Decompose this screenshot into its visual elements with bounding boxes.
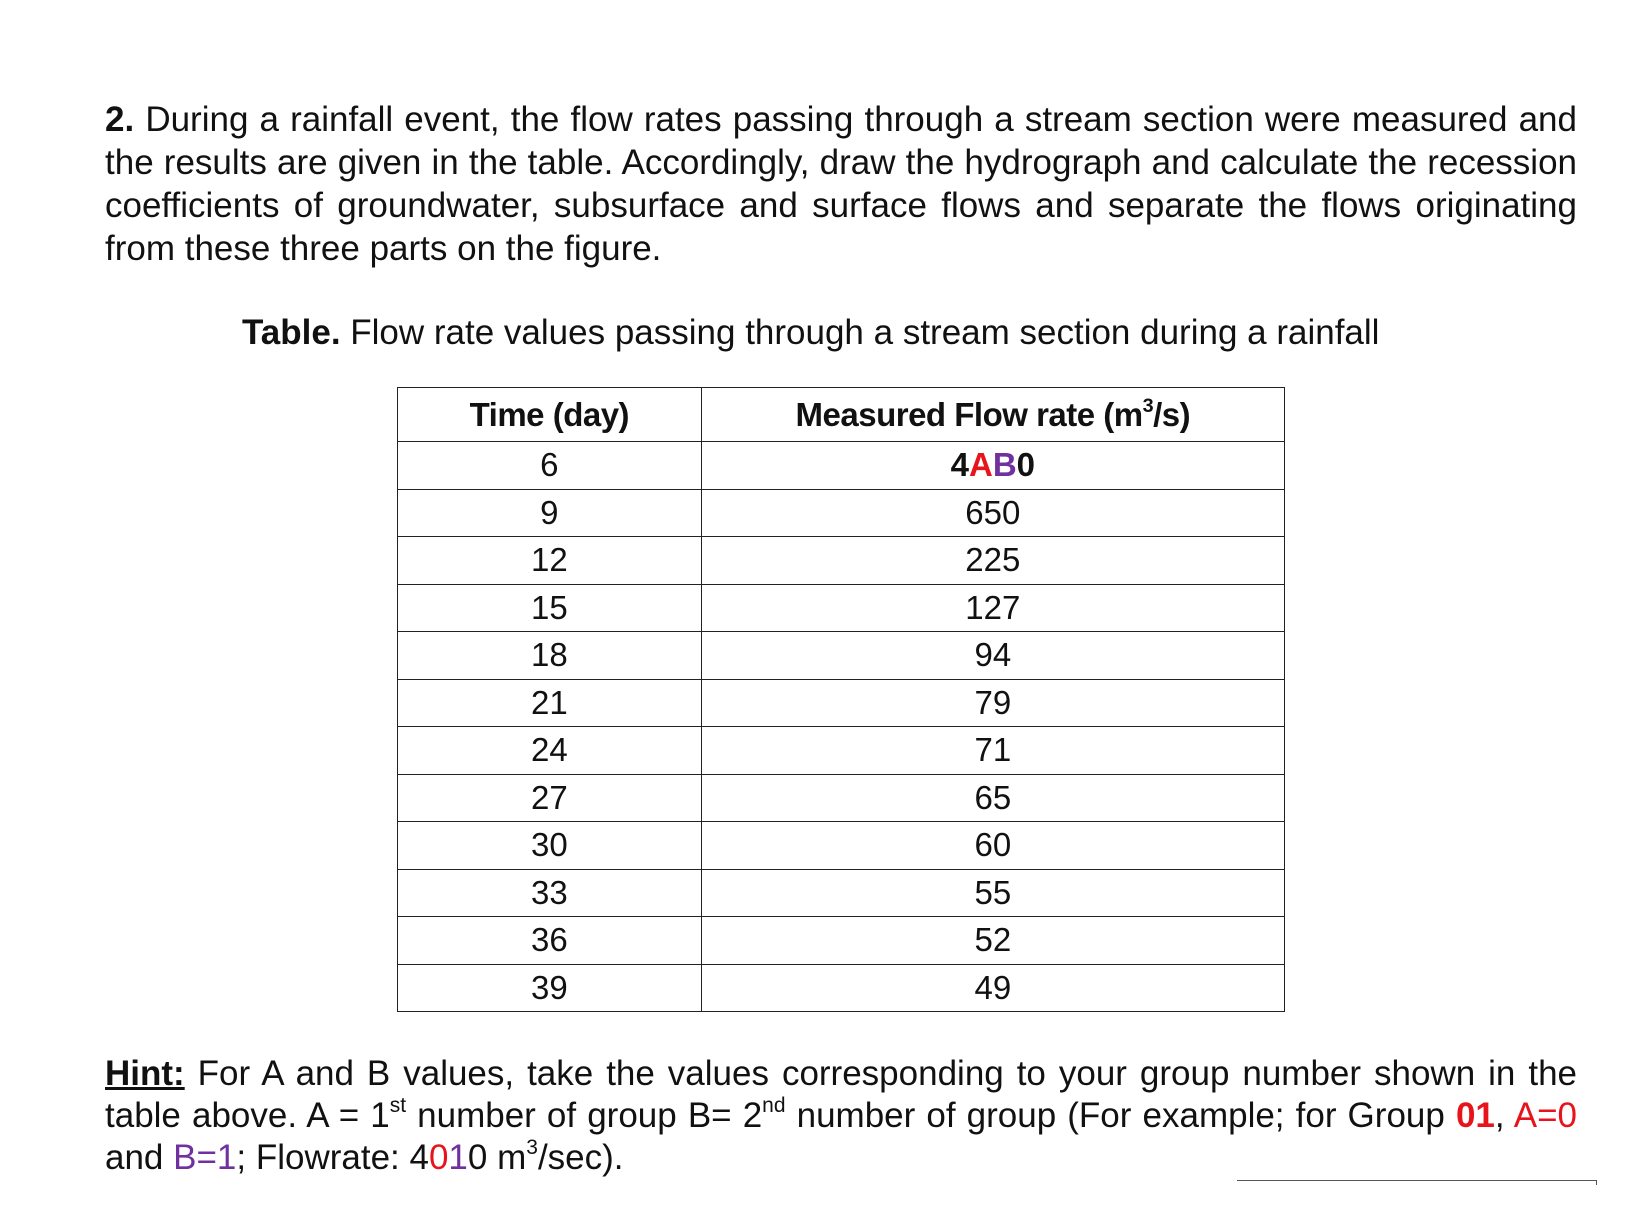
flow-digit: 0: [1016, 446, 1036, 484]
flow-cell: 71: [701, 727, 1284, 775]
time-cell: 39: [398, 964, 702, 1012]
table-row: [398, 964, 1285, 1012]
time-cell: 9: [398, 489, 702, 537]
hint-label: Hint:: [105, 1054, 185, 1093]
time-cell: 15: [398, 584, 702, 632]
time-cell: 18: [398, 632, 702, 680]
table-row: [398, 537, 1285, 585]
flow-rate-table: [397, 387, 1285, 1012]
flow-cell: 49: [701, 964, 1284, 1012]
flowrate-a-digit: 0: [428, 1138, 449, 1177]
example-group-number: 01: [1455, 1096, 1495, 1135]
time-cell: 21: [398, 679, 702, 727]
flow-cell: 94: [701, 632, 1284, 680]
flowrate-b-digit: 1: [448, 1138, 468, 1177]
table-row: [398, 632, 1285, 680]
table-row: [398, 679, 1285, 727]
caption-label: Table.: [242, 313, 341, 352]
footer-rule-line: [1237, 1180, 1597, 1181]
flow-cell: 225: [701, 537, 1284, 585]
question-text: During a rainfall event, the flow rates passing through a stream section were measured and the results are given in the table. Accordingly, draw the hydrograph and calculate the recession coefficients of groundwater, subsurface and surface flows and separate the flows originating from these three parts on the figure.: [105, 100, 1577, 268]
flow-cell: 52: [701, 917, 1284, 965]
table-row: [398, 774, 1285, 822]
flow-cell-variable: [701, 442, 1284, 490]
flow-placeholder-b: B: [992, 446, 1017, 484]
table-row: [398, 869, 1285, 917]
table-header-row: [398, 388, 1285, 442]
flow-column-header: Measured Flow rate $(m^3/s)$: [701, 388, 1284, 442]
table-row: [398, 489, 1285, 537]
table-row: [398, 917, 1285, 965]
flow-cell: 65: [701, 774, 1284, 822]
flow-placeholder-a: A: [968, 446, 993, 484]
table-row: [398, 442, 1285, 490]
table-caption: [242, 313, 1379, 353]
time-cell: 33: [398, 869, 702, 917]
question-paragraph: [105, 98, 1577, 270]
flow-cell: 650: [701, 489, 1284, 537]
flow-cell: 55: [701, 869, 1284, 917]
table-row: [398, 727, 1285, 775]
flow-cell: 79: [701, 679, 1284, 727]
hint-paragraph: Hint: For A and B values, take the values corresponding to your group number shown in the table above. A = 1st number of group B= 2nd number of group (For example; for Group 01, A=0 and B=1; Flowrate: 4010 $m^3/\sec$).: [105, 1054, 1578, 1177]
caption-text: Flow rate values passing through a stream section during a rainfall: [350, 313, 1380, 352]
time-cell: 24: [398, 727, 702, 775]
flow-digit: 4: [950, 446, 969, 484]
question-number: 2.: [105, 100, 135, 139]
time-cell: 27: [398, 774, 702, 822]
table-row: [398, 584, 1285, 632]
time-cell: 36: [398, 917, 702, 965]
time-column-header: Time (day): [398, 388, 702, 442]
time-cell: 30: [398, 822, 702, 870]
a-equals: A=0: [1513, 1096, 1578, 1135]
table-row: [398, 822, 1285, 870]
flow-cell: 127: [701, 584, 1284, 632]
time-cell: 12: [398, 537, 702, 585]
b-equals: B=1: [173, 1138, 237, 1177]
time-cell: 6: [398, 442, 702, 490]
flow-cell: 60: [701, 822, 1284, 870]
